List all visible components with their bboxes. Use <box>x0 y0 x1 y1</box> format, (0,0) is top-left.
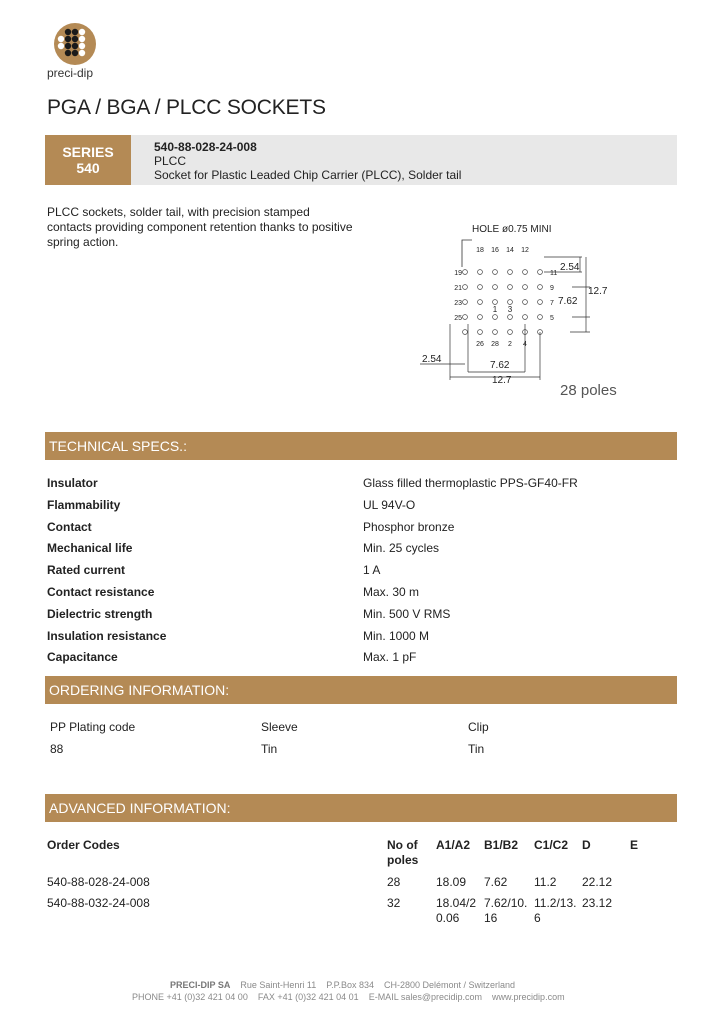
technical-specs-header: TECHNICAL SPECS.: <box>45 432 677 460</box>
spec-key: Rated current <box>47 563 126 578</box>
spec-row <box>47 476 667 498</box>
socket-footprint-diagram <box>410 212 670 402</box>
ordering-value-clip: Tin <box>468 742 485 756</box>
dim-label: 2.54 <box>422 354 442 365</box>
adv-header-c: C1/C2 <box>534 838 569 852</box>
ordering-header-plating: PP Plating code <box>50 720 136 734</box>
footer-email[interactable]: E-MAIL sales@precidip.com <box>368 992 483 1002</box>
spec-row <box>47 629 667 651</box>
intro-line: spring action. <box>47 235 119 249</box>
pin-label: 23 <box>454 300 462 307</box>
adv-header-b: B1/B2 <box>484 838 519 852</box>
hole-label: HOLE ø0.75 MINI <box>472 224 552 235</box>
pin-label: 14 <box>506 247 514 254</box>
pin-hole <box>538 270 543 275</box>
spec-value: Phosphor bronze <box>363 519 455 534</box>
spec-key: Insulator <box>47 476 98 490</box>
spec-key: Mechanical life <box>47 541 133 556</box>
adv-row-a: 18.09 <box>436 875 467 889</box>
pin-label: 1 <box>492 305 498 314</box>
spec-value: Max. 1 pF <box>363 650 417 665</box>
pin-hole <box>508 285 513 290</box>
spec-value: Min. 1000 M <box>363 628 430 643</box>
series-number: 540 <box>76 160 100 176</box>
ordering-value-plating: 88 <box>50 742 64 756</box>
pin-label: 7 <box>550 300 554 307</box>
hole-leader-line <box>462 240 472 267</box>
adv-header-d: D <box>582 838 591 852</box>
spec-row <box>47 498 667 520</box>
pin-hole <box>463 285 468 290</box>
dim-label: 12.7 <box>588 286 608 297</box>
spec-key: Insulation resistance <box>47 628 167 643</box>
adv-row-d: 23.12 <box>582 896 613 910</box>
pin-label: 12 <box>521 247 529 254</box>
preci-dip-logo <box>50 22 100 66</box>
advanced-info-header: ADVANCED INFORMATION: <box>45 794 677 822</box>
adv-row-a: 18.04/2 <box>436 896 477 910</box>
adv-header-no-of: No of <box>387 838 418 852</box>
spec-row <box>47 563 667 585</box>
intro-line: PLCC sockets, solder tail, with precision stamped <box>47 205 310 219</box>
pin-hole <box>538 315 543 320</box>
pin-label: 9 <box>550 285 554 292</box>
pin-hole <box>493 285 498 290</box>
adv-header-order-codes: Order Codes <box>47 838 120 852</box>
pin-hole <box>508 330 513 335</box>
pin-hole <box>478 285 483 290</box>
spec-row <box>47 607 667 629</box>
part-number: 540-88-028-24-008 <box>154 140 257 154</box>
pin-hole <box>493 300 498 305</box>
intro-line: contacts providing component retention thanks to positive <box>47 220 353 234</box>
spec-row <box>47 650 667 672</box>
adv-row-c-cont: 6 <box>534 911 541 925</box>
series-badge <box>45 135 131 185</box>
footer-company: PRECI-DIP SA <box>170 980 231 990</box>
dim-label: 7.62 <box>490 360 510 371</box>
spec-row <box>47 541 667 563</box>
ordering-header-clip: Clip <box>468 720 489 734</box>
pin-label: 3 <box>507 305 513 314</box>
pin-hole <box>493 315 498 320</box>
pin-hole <box>478 330 483 335</box>
footer-city: CH-2800 Delémont / Switzerland <box>384 980 516 990</box>
adv-header-poles: poles <box>387 853 419 867</box>
adv-row-b: 7.62 <box>484 875 508 889</box>
footer-web[interactable]: www.precidip.com <box>492 992 565 1002</box>
spec-row <box>47 520 667 542</box>
spec-key: Dielectric strength <box>47 606 153 621</box>
spec-key: Contact resistance <box>47 585 155 599</box>
pin-hole <box>523 285 528 290</box>
footer-phone: PHONE +41 (0)32 421 04 00 <box>132 992 248 1002</box>
spec-value: Max. 30 m <box>363 585 420 599</box>
footer-address <box>170 980 515 990</box>
pin-label: 4 <box>523 341 527 348</box>
pin-hole <box>523 300 528 305</box>
spec-value: 1 A <box>363 563 381 578</box>
spec-value: UL 94V-O <box>363 497 416 512</box>
adv-row-code: 540-88-032-24-008 <box>47 896 150 910</box>
pin-hole <box>463 270 468 275</box>
pin-label: 28 <box>491 341 499 348</box>
spec-row <box>47 585 667 607</box>
pin-label: 25 <box>454 315 462 322</box>
series-label: SERIES <box>62 144 114 160</box>
pin-hole <box>493 330 498 335</box>
pin-label: 19 <box>454 270 462 277</box>
pin-hole <box>493 270 498 275</box>
pin-hole <box>463 300 468 305</box>
dim-label: 7.62 <box>558 296 578 307</box>
spec-key: Flammability <box>47 497 121 512</box>
pin-label: 16 <box>491 247 499 254</box>
adv-header-a: A1/A2 <box>436 838 471 852</box>
pin-hole <box>538 285 543 290</box>
pin-label: 5 <box>550 315 554 322</box>
spec-key: Contact <box>47 519 92 534</box>
pin-grid <box>463 270 543 335</box>
ordering-info-header: ORDERING INFORMATION: <box>45 676 677 704</box>
pin-label: 26 <box>476 341 484 348</box>
footer-street: Rue Saint-Henri 11 <box>240 980 317 990</box>
pin-hole <box>478 300 483 305</box>
adv-row-d: 22.12 <box>582 875 613 889</box>
spec-value: Glass filled thermoplastic PPS-GF40-FR <box>363 476 578 490</box>
adv-row-c: 11.2/13. <box>534 896 577 910</box>
series-description: Socket for Plastic Leaded Chip Carrier (PLCC), Solder tail <box>154 168 462 182</box>
pin-hole <box>508 270 513 275</box>
pin-hole <box>463 330 468 335</box>
dim-label: 12.7 <box>492 375 512 386</box>
spec-key: Capacitance <box>47 650 118 665</box>
logo-text: preci-dip <box>47 66 94 80</box>
adv-row-poles: 32 <box>387 896 401 910</box>
footer-fax: FAX +41 (0)32 421 04 01 <box>257 992 359 1002</box>
spec-value: Min. 25 cycles <box>363 541 440 556</box>
dim-label: 2.54 <box>560 262 580 273</box>
pin-label: 18 <box>476 247 484 254</box>
ordering-value-sleeve: Tin <box>261 742 278 756</box>
pin-hole <box>508 300 513 305</box>
adv-row-poles: 28 <box>387 875 401 889</box>
pin-label: 21 <box>454 285 462 292</box>
footer-contact <box>132 992 565 1002</box>
adv-row-a-cont: 0.06 <box>436 911 460 925</box>
pin-hole <box>523 315 528 320</box>
ordering-header-sleeve: Sleeve <box>261 720 298 734</box>
adv-header-e: E <box>630 838 639 852</box>
adv-row-b: 7.62/10. <box>484 896 528 910</box>
adv-row-c: 11.2 <box>534 875 557 889</box>
poles-label: 28 poles <box>560 382 617 399</box>
spec-value: Min. 500 V RMS <box>363 606 451 621</box>
intro-text <box>47 205 367 250</box>
pin-hole <box>478 270 483 275</box>
pin-label: 11 <box>550 270 558 277</box>
pin-hole <box>463 315 468 320</box>
footer-po-box: P.P.Box 834 <box>326 980 374 990</box>
pin-hole <box>523 270 528 275</box>
page-title: PGA / BGA / PLCC SOCKETS <box>47 96 326 119</box>
series-type: PLCC <box>154 154 187 168</box>
pin-hole <box>538 300 543 305</box>
series-info <box>131 135 677 185</box>
adv-row-code: 540-88-028-24-008 <box>47 875 150 889</box>
pin-label: 2 <box>508 341 512 348</box>
pin-hole <box>508 315 513 320</box>
pin-hole <box>478 315 483 320</box>
adv-row-b-cont: 16 <box>484 911 498 925</box>
